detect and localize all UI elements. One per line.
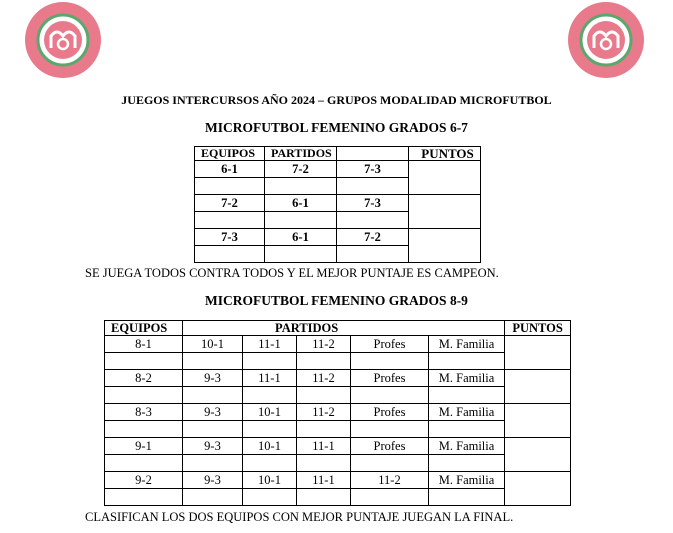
points-cell: [409, 161, 481, 195]
points-cell: [505, 404, 571, 438]
group1-title: MICROFUTBOL FEMENINO GRADOS 6-7: [205, 120, 468, 135]
opponent-cell: 10-1: [243, 438, 297, 455]
opponent-cell: M. Familia: [429, 438, 505, 455]
points-cell: [409, 229, 481, 263]
header-teams: EQUIPOS: [195, 147, 265, 161]
table-row: [195, 161, 481, 178]
table-row: [105, 336, 571, 353]
opponent-cell: 9-3: [183, 472, 243, 489]
opponent-cell: 11-1: [243, 336, 297, 353]
team-cell: 7-3: [195, 229, 265, 246]
opponent-cell: 7-2: [337, 229, 409, 246]
table-row: [195, 195, 481, 212]
opponent-cell: 11-1: [297, 438, 351, 455]
opponent-cell: Profes: [351, 404, 429, 421]
header-matches: PARTIDOS: [265, 147, 337, 161]
header-points: PUNTOS: [505, 321, 571, 336]
opponent-cell: 9-3: [183, 370, 243, 387]
team-cell: 8-2: [105, 370, 183, 387]
document-title: JUEGOS INTERCURSOS AÑO 2024 – GRUPOS MODALIDAD MICROFUTBOL: [121, 93, 552, 107]
opponent-cell: 11-2: [297, 370, 351, 387]
university-seal-right-graphic: [566, 0, 646, 80]
group1-note: SE JUEGA TODOS CONTRA TODOS Y EL MEJOR PUNTAJE ES CAMPEON.: [85, 266, 499, 280]
opponent-cell: M. Familia: [429, 472, 505, 489]
opponent-cell: 11-2: [351, 472, 429, 489]
opponent-cell: M. Familia: [429, 336, 505, 353]
opponent-cell: 10-1: [243, 404, 297, 421]
opponent-cell: 7-3: [337, 195, 409, 212]
opponent-cell: 10-1: [243, 472, 297, 489]
opponent-cell: 6-1: [265, 195, 337, 212]
opponent-cell: 7-2: [265, 161, 337, 178]
table-header-row: [195, 147, 481, 161]
group1-table: [194, 146, 481, 263]
table-row: [105, 370, 571, 387]
university-seal-left: [23, 0, 103, 80]
opponent-cell: 6-1: [265, 229, 337, 246]
header-points: PUNTOS: [409, 147, 481, 161]
opponent-cell: 11-2: [297, 404, 351, 421]
table-row: [105, 472, 571, 489]
points-cell: [505, 472, 571, 506]
points-cell: [505, 370, 571, 404]
team-cell: 9-1: [105, 438, 183, 455]
opponent-cell: Profes: [351, 370, 429, 387]
team-cell: 6-1: [195, 161, 265, 178]
group2-note: CLASIFICAN LOS DOS EQUIPOS CON MEJOR PUNTAJE JUEGAN LA FINAL.: [85, 510, 514, 524]
header-matches: PARTIDOS: [183, 321, 505, 336]
team-cell: 7-2: [195, 195, 265, 212]
opponent-cell: 9-3: [183, 404, 243, 421]
team-cell: 8-3: [105, 404, 183, 421]
university-seal-right: [566, 0, 646, 80]
group2-table: [104, 320, 571, 506]
opponent-cell: 7-3: [337, 161, 409, 178]
team-cell: 9-2: [105, 472, 183, 489]
opponent-cell: 9-3: [183, 438, 243, 455]
table-row: [105, 438, 571, 455]
team-cell: 8-1: [105, 336, 183, 353]
points-cell: [505, 438, 571, 472]
header-teams: EQUIPOS: [105, 321, 183, 336]
opponent-cell: Profes: [351, 438, 429, 455]
opponent-cell: M. Familia: [429, 404, 505, 421]
university-seal-left-graphic: [23, 0, 103, 80]
table-header-row: [105, 321, 571, 336]
opponent-cell: Profes: [351, 336, 429, 353]
opponent-cell: 10-1: [183, 336, 243, 353]
opponent-cell: M. Familia: [429, 370, 505, 387]
points-cell: [505, 336, 571, 370]
points-cell: [409, 195, 481, 229]
table-row: [105, 404, 571, 421]
group2-title: MICROFUTBOL FEMENINO GRADOS 8-9: [205, 293, 468, 308]
opponent-cell: 11-1: [297, 472, 351, 489]
opponent-cell: 11-1: [243, 370, 297, 387]
table-row: [195, 229, 481, 246]
opponent-cell: 11-2: [297, 336, 351, 353]
